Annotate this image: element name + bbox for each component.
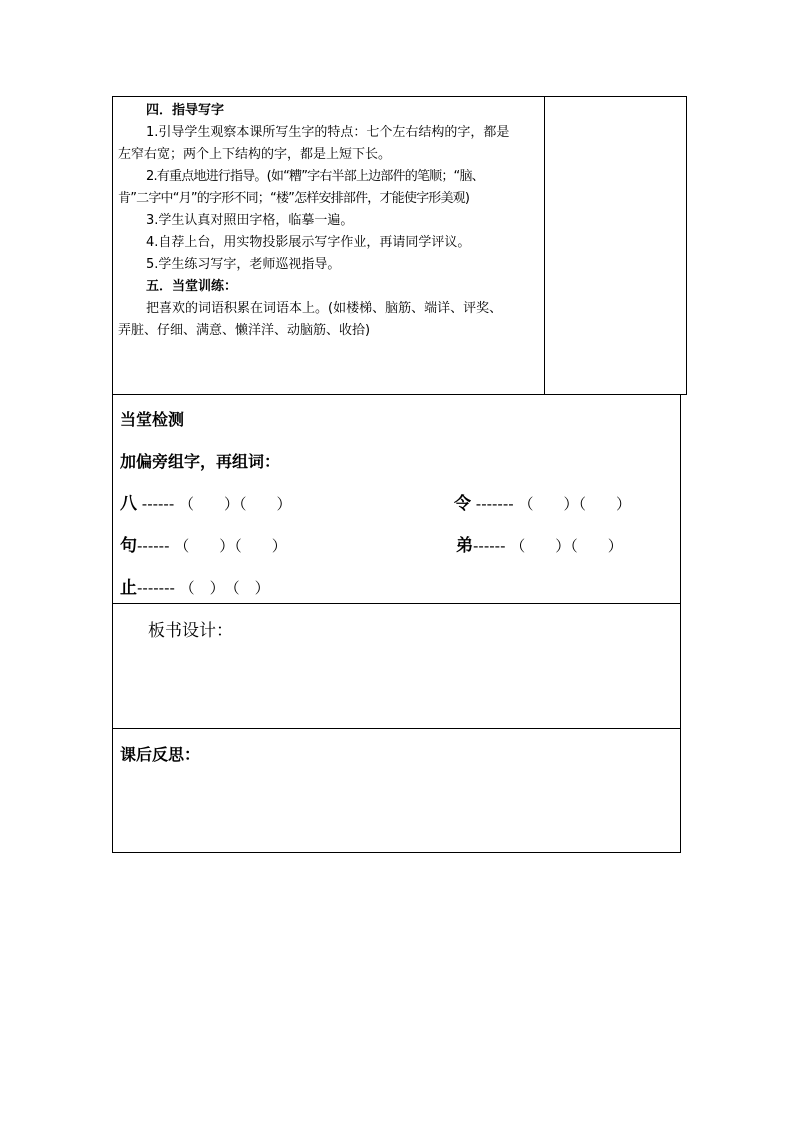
exercise-char: 止 (120, 578, 137, 598)
exercise-dashes: ------ (473, 537, 506, 555)
step-line: 1.引导学生观察本课所写生字的特点：七个左右结构的字，都是 (146, 125, 510, 140)
exercise-blanks[interactable]: （ ） （ ） (179, 579, 270, 597)
step-line: 2.有重点地进行指导。(如“糟”字右半部上边部件的笔顺；“脑、 (146, 169, 484, 184)
board-design-title: 板书设计： (148, 621, 233, 641)
exercise-row-2 (454, 489, 631, 514)
exercise-char: 八 (120, 494, 137, 514)
exercise-row-1 (120, 489, 292, 514)
exercise-blanks[interactable]: （ ）（ ） (510, 537, 623, 555)
exercise-char: 令 (454, 494, 471, 514)
reflection-title: 课后反思： (120, 745, 201, 764)
step-line: 左窄右宽；两个上下结构的字，都是上短下长。 (118, 147, 392, 162)
section-divider (112, 603, 681, 604)
exercise-blanks[interactable]: （ ）（ ） (179, 495, 292, 513)
step-line: 4.自荐上台，用实物投影展示写字作业，再请同学评议。 (146, 235, 471, 250)
exercise-dashes: ------ (141, 495, 175, 513)
exercise-row-4 (456, 531, 623, 556)
step-line: 把喜欢的词语积累在词语本上。(如楼梯、脑筋、端详、评奖、 (146, 301, 503, 316)
column-divider (544, 96, 545, 395)
section-heading: 五．当堂训练： (146, 279, 238, 294)
check-title: 当堂检测 (120, 410, 185, 429)
exercise-blanks[interactable]: （ ）（ ） (174, 537, 287, 555)
step-line: 肯”二字中“月”的字形不同；“楼”怎样安排部件，才能使字形美观) (118, 191, 470, 206)
exercise-dashes: ------- (137, 579, 175, 597)
step-line: 弄脏、仔细、满意、懒洋洋、动脑筋、收拾) (118, 323, 371, 338)
section-divider (112, 728, 681, 729)
step-line: 3.学生认真对照田字格，临摹一遍。 (146, 213, 354, 228)
exercise-blanks[interactable]: （ ）（ ） (518, 495, 631, 513)
section-heading: 四．指导写字 (146, 103, 225, 118)
step-line: 5.学生练习写字，老师巡视指导。 (146, 257, 341, 272)
exercise-char: 弟 (456, 536, 473, 556)
exercise-row-3 (120, 531, 287, 556)
exercise-dashes: ------ (137, 537, 170, 555)
exercise-row-5 (120, 573, 270, 598)
exercise-dashes: ------- (475, 495, 514, 513)
exercise-char: 句 (120, 536, 137, 556)
check-subtitle: 加偏旁组字，再组词： (120, 452, 281, 471)
teaching-steps-text (118, 100, 540, 342)
